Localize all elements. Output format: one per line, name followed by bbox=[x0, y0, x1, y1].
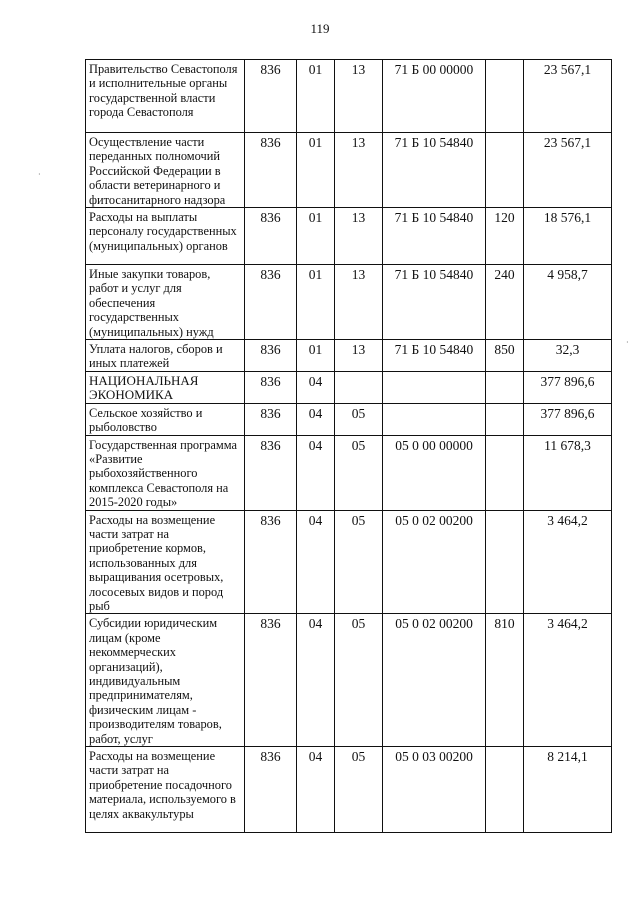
row-amount: 18 576,1 bbox=[524, 208, 612, 265]
row-gr: 836 bbox=[245, 614, 297, 747]
row-csr bbox=[383, 371, 486, 403]
row-gr: 836 bbox=[245, 403, 297, 435]
row-csr bbox=[383, 403, 486, 435]
row-csr: 71 Б 10 54840 bbox=[383, 265, 486, 340]
table-row bbox=[86, 747, 612, 833]
row-name: Уплата налогов, сборов и иных платежей bbox=[86, 340, 245, 372]
scan-speck-left: · bbox=[38, 170, 41, 179]
row-gr: 836 bbox=[245, 133, 297, 208]
row-amount: 23 567,1 bbox=[524, 60, 612, 133]
row-csr: 05 0 02 00200 bbox=[383, 614, 486, 747]
row-vr bbox=[486, 403, 524, 435]
table-row bbox=[86, 60, 612, 133]
row-rz: 04 bbox=[297, 435, 335, 510]
row-rz: 01 bbox=[297, 265, 335, 340]
scan-speck-right: · bbox=[626, 338, 629, 347]
row-vr bbox=[486, 133, 524, 208]
page-number: 119 bbox=[310, 21, 330, 36]
row-vr bbox=[486, 371, 524, 403]
row-csr: 05 0 02 00200 bbox=[383, 510, 486, 614]
row-vr bbox=[486, 747, 524, 833]
table-row bbox=[86, 435, 612, 510]
row-gr: 836 bbox=[245, 747, 297, 833]
row-amount: 377 896,6 bbox=[524, 371, 612, 403]
row-pr: 05 bbox=[335, 510, 383, 614]
row-name: НАЦИОНАЛЬНАЯ ЭКОНОМИКА bbox=[86, 371, 245, 403]
row-rz: 01 bbox=[297, 208, 335, 265]
row-pr: 05 bbox=[335, 435, 383, 510]
row-amount: 377 896,6 bbox=[524, 403, 612, 435]
table-row bbox=[86, 614, 612, 747]
budget-table bbox=[85, 59, 612, 833]
row-rz: 04 bbox=[297, 747, 335, 833]
row-rz: 04 bbox=[297, 614, 335, 747]
row-vr bbox=[486, 60, 524, 133]
row-amount: 11 678,3 bbox=[524, 435, 612, 510]
row-csr: 71 Б 10 54840 bbox=[383, 133, 486, 208]
row-gr: 836 bbox=[245, 435, 297, 510]
row-name: Субсидии юридическим лицам (кроме некоммерческих организаций), индивидуальным предпринимателям, физическим лицам - производителям товаров, работ, услуг bbox=[86, 614, 245, 747]
row-rz: 04 bbox=[297, 371, 335, 403]
row-name: Сельское хозяйство и рыболовство bbox=[86, 403, 245, 435]
row-gr: 836 bbox=[245, 265, 297, 340]
row-csr: 71 Б 10 54840 bbox=[383, 208, 486, 265]
row-name: Иные закупки товаров, работ и услуг для обеспечения государственных (муниципальных) нужд bbox=[86, 265, 245, 340]
row-gr: 836 bbox=[245, 60, 297, 133]
row-pr: 13 bbox=[335, 340, 383, 372]
row-csr: 71 Б 00 00000 bbox=[383, 60, 486, 133]
row-pr: 05 bbox=[335, 614, 383, 747]
row-rz: 01 bbox=[297, 340, 335, 372]
row-rz: 04 bbox=[297, 403, 335, 435]
row-vr: 810 bbox=[486, 614, 524, 747]
row-pr: 05 bbox=[335, 403, 383, 435]
row-pr: 13 bbox=[335, 208, 383, 265]
row-amount: 23 567,1 bbox=[524, 133, 612, 208]
row-vr bbox=[486, 435, 524, 510]
row-gr: 836 bbox=[245, 371, 297, 403]
row-pr bbox=[335, 371, 383, 403]
row-vr: 120 bbox=[486, 208, 524, 265]
table-row bbox=[86, 371, 612, 403]
row-rz: 01 bbox=[297, 60, 335, 133]
row-name: Осуществление части переданных полномочий Российской Федерации в области ветеринарного и фитосанитарного надзора bbox=[86, 133, 245, 208]
row-amount: 8 214,1 bbox=[524, 747, 612, 833]
row-vr bbox=[486, 510, 524, 614]
row-pr: 13 bbox=[335, 265, 383, 340]
row-pr: 13 bbox=[335, 133, 383, 208]
row-amount: 3 464,2 bbox=[524, 614, 612, 747]
row-amount: 3 464,2 bbox=[524, 510, 612, 614]
table-row bbox=[86, 265, 612, 340]
table-row bbox=[86, 208, 612, 265]
row-name: Расходы на возмещение части затрат на приобретение кормов, использованных для выращивания осетровых, лососевых видов и пород рыб bbox=[86, 510, 245, 614]
row-name: Расходы на выплаты персоналу государственных (муниципальных) органов bbox=[86, 208, 245, 265]
table-row bbox=[86, 403, 612, 435]
row-amount: 32,3 bbox=[524, 340, 612, 372]
table-row bbox=[86, 340, 612, 372]
row-name: Расходы на возмещение части затрат на приобретение посадочного материала, используемого в целях аквакультуры bbox=[86, 747, 245, 833]
row-csr: 05 0 03 00200 bbox=[383, 747, 486, 833]
row-name: Государственная программа «Развитие рыбохозяйственного комплекса Севастополя на 2015-2020 годы» bbox=[86, 435, 245, 510]
row-gr: 836 bbox=[245, 340, 297, 372]
table-row bbox=[86, 510, 612, 614]
row-csr: 71 Б 10 54840 bbox=[383, 340, 486, 372]
row-gr: 836 bbox=[245, 208, 297, 265]
row-amount: 4 958,7 bbox=[524, 265, 612, 340]
row-csr: 05 0 00 00000 bbox=[383, 435, 486, 510]
table-row bbox=[86, 133, 612, 208]
row-vr: 240 bbox=[486, 265, 524, 340]
row-rz: 04 bbox=[297, 510, 335, 614]
row-rz: 01 bbox=[297, 133, 335, 208]
row-pr: 05 bbox=[335, 747, 383, 833]
row-name: Правительство Севастополя и исполнительные органы государственной власти города Севастополя bbox=[86, 60, 245, 133]
row-vr: 850 bbox=[486, 340, 524, 372]
row-gr: 836 bbox=[245, 510, 297, 614]
row-pr: 13 bbox=[335, 60, 383, 133]
